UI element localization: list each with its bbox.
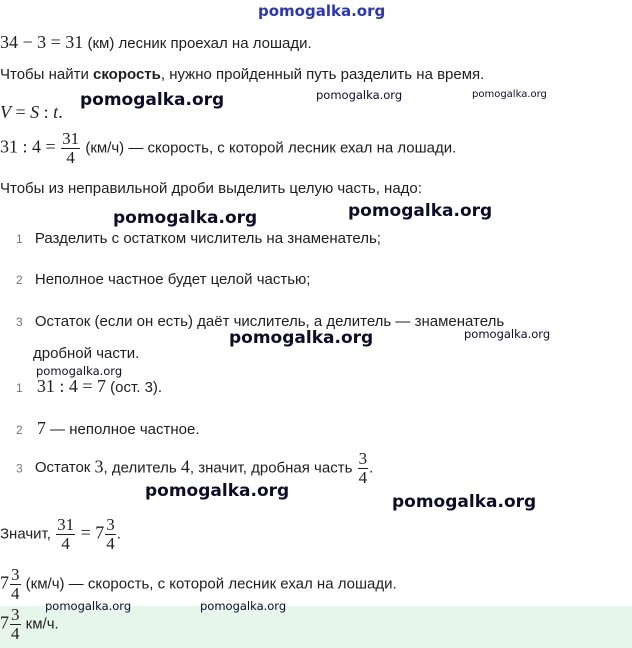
formula-t: t <box>53 102 59 122</box>
fraction-denominator: 4 <box>66 147 75 167</box>
speed-rule-pre: Чтобы найти <box>0 66 94 83</box>
formula-v: V <box>0 102 11 122</box>
conclusion-mixed-fraction <box>105 516 116 553</box>
step-text: — неполное частное. <box>45 421 200 438</box>
fraction-numerator: 3 <box>358 449 368 468</box>
conclusion-eq: = 7 <box>76 522 105 543</box>
conclusion-pre: Значит, <box>0 525 56 543</box>
step-pre: Остаток <box>34 459 95 477</box>
rule-number: 1 <box>16 232 23 246</box>
watermark: pomogalka.org <box>145 481 290 501</box>
rule-item <box>16 271 310 288</box>
fraction-numerator: 3 <box>106 515 115 534</box>
watermark: pomogalka.org <box>392 492 537 512</box>
step-mid: , делитель <box>103 459 181 477</box>
watermark-top: pomogalka.org <box>258 2 386 20</box>
watermark: pomogalka.org <box>316 88 403 102</box>
conclusion-fraction <box>56 516 75 553</box>
step-expr: 7 <box>36 418 46 438</box>
watermark: pomogalka.org <box>36 364 123 378</box>
conclusion-post: . <box>116 525 121 543</box>
answer-fraction <box>10 606 21 643</box>
speed-rule-post: , нужно пройденный путь разделить на время. <box>160 66 485 83</box>
step-value: 3 <box>94 456 104 477</box>
step-fraction <box>358 450 369 487</box>
step-mid: , значит, дробная часть <box>189 459 357 477</box>
watermark: pomogalka.org <box>464 327 551 341</box>
speed-calc-expr: 31 : 4 = <box>0 136 61 157</box>
step-item <box>16 418 200 439</box>
step-number: 1 <box>16 381 23 395</box>
fraction-denominator: 4 <box>106 533 115 553</box>
watermark: pomogalka.org <box>80 90 225 110</box>
formula-eq: = <box>11 102 31 122</box>
speed-calc-text: (км/ч) — скорость, с которой лесник ехал на лошади. <box>81 139 457 157</box>
watermark: pomogalka.org <box>348 201 493 221</box>
watermark: pomogalka.org <box>45 599 132 613</box>
rule-number: 2 <box>16 273 23 287</box>
final-speed-line <box>0 566 397 603</box>
rule-text-continued: дробной части. <box>33 345 140 362</box>
step-number: 3 <box>16 461 23 476</box>
conclusion-line <box>0 516 121 553</box>
watermark: pomogalka.org <box>113 208 258 228</box>
step-text: (ост. 3). <box>106 379 163 396</box>
speed-formula <box>0 102 63 123</box>
formula-dot: . <box>58 102 63 122</box>
speed-rule-line <box>0 66 484 83</box>
speed-fraction <box>61 130 80 167</box>
step-post: . <box>369 459 374 477</box>
answer-text: км/ч. <box>21 615 59 633</box>
fraction-denominator: 4 <box>11 623 20 643</box>
step-expr: 31 : 4 = 7 <box>36 376 107 396</box>
distance-line <box>0 32 312 53</box>
watermark: pomogalka.org <box>200 599 287 613</box>
formula-colon: : <box>39 102 54 122</box>
step-number: 2 <box>16 423 23 437</box>
rule-text: Остаток (если он есть) даёт числитель, а делитель — знаменатель <box>34 313 505 330</box>
rule-text: Разделить с остатком числитель на знаменатель; <box>34 230 381 247</box>
answer-whole: 7 <box>0 612 9 633</box>
step-item <box>16 376 162 397</box>
watermark: pomogalka.org <box>472 89 547 100</box>
formula-s: S <box>30 102 40 122</box>
fraction-denominator: 4 <box>61 533 70 553</box>
speed-rule-bold: скорость <box>93 66 161 83</box>
rule-item <box>16 230 381 247</box>
fraction-numerator: 31 <box>57 515 75 534</box>
fraction-denominator: 4 <box>11 583 20 603</box>
rule-text: Неполное частное будет целой частью; <box>34 271 311 288</box>
speed-calc-line <box>0 130 456 167</box>
fraction-denominator: 4 <box>358 467 368 487</box>
final-whole: 7 <box>0 572 9 593</box>
distance-expression: 34 − 3 = 31 <box>0 32 84 52</box>
final-fraction <box>10 566 21 603</box>
improper-fraction-intro: Чтобы из неправильной дроби выделить целую часть, надо: <box>0 180 422 197</box>
rule-number: 3 <box>16 315 23 329</box>
fraction-numerator: 3 <box>11 605 20 624</box>
step-value: 4 <box>180 456 190 477</box>
watermark: pomogalka.org <box>229 328 374 348</box>
fraction-numerator: 31 <box>62 129 80 148</box>
distance-text: (км) лесник проехал на лошади. <box>83 35 312 52</box>
fraction-numerator: 3 <box>11 565 20 584</box>
final-text: (км/ч) — скорость, с которой лесник ехал на лошади. <box>21 575 397 593</box>
